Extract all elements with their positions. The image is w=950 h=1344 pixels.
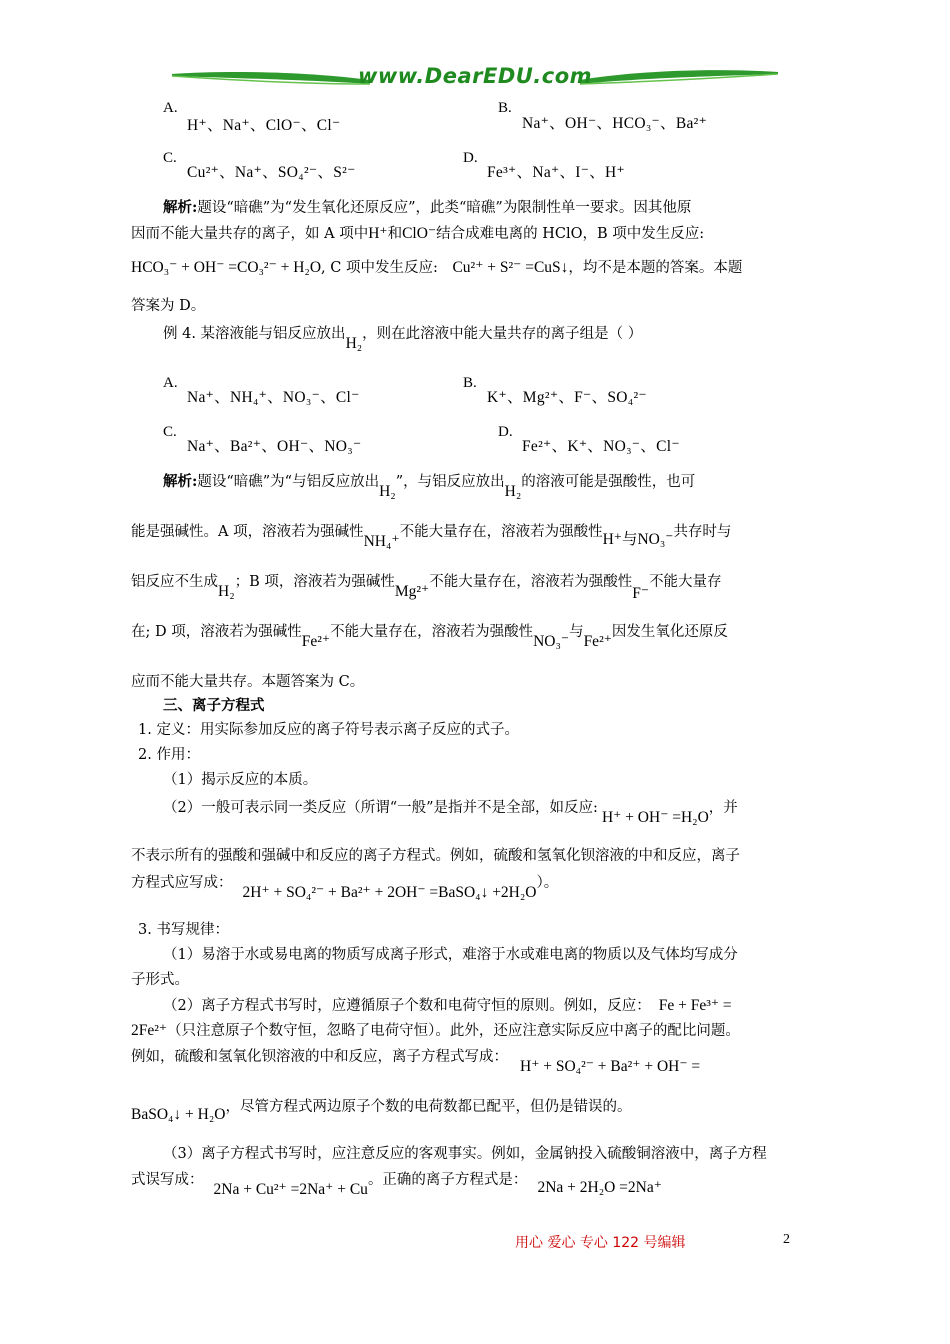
analysis-text: 题设“暗礁”为“发生氧化还原反应”，此类“暗礁”为限制性单一要求。因其他原 — [197, 200, 692, 216]
rule-line — [131, 1021, 821, 1041]
site-header — [170, 62, 780, 94]
usage-line — [163, 798, 853, 826]
formula: H⁺ — [368, 225, 388, 242]
rule-line — [131, 970, 821, 990]
usage-text: （2）一般可表示同一类反应（所谓“一般”是指并不是全部，如反应: — [163, 800, 598, 816]
formula: 2H⁺ + SO₄²⁻ + Ba²⁺ + 2OH⁻ =BaSO₄↓ +2H₂O — [242, 884, 537, 901]
analysis-text: ；B 项，溶液若为强碱性 — [234, 574, 395, 590]
analysis-text: 应而不能大量共存。本题答案为 C。 — [131, 674, 365, 690]
rule-text: 例如，硫酸和氢氧化钡溶液的中和反应，离子方程式写成： — [131, 1049, 508, 1065]
option-a-formula — [187, 385, 360, 407]
option-c — [163, 424, 177, 441]
definition-line — [138, 720, 828, 740]
option-b — [498, 100, 512, 117]
analysis-text: 因发生氧化还原反 — [611, 624, 728, 640]
usage-text: 不表示所有的强酸和强碱中和反应的离子方程式。例如，硫酸和氢氧化钡溶液的中和反应，离子 — [131, 848, 740, 864]
rules-heading — [138, 920, 828, 940]
analysis-line — [163, 198, 853, 218]
analysis-text: ”，与铝反应放出 — [395, 474, 505, 490]
formula: NH₄⁺ — [363, 533, 400, 550]
formula: 2Na + 2H₂O =2Na⁺ — [537, 1179, 662, 1196]
formula: Fe²⁺ — [583, 633, 612, 650]
analysis-label: 解析: — [163, 199, 198, 216]
rule-text: 子形式。 — [131, 972, 189, 988]
option-formula: K⁺、Mg²⁺、F⁻、SO₄²⁻ — [487, 389, 647, 406]
analysis-text: 不能大量存在，溶液若为强酸性 — [399, 524, 603, 540]
option-d-formula — [487, 160, 625, 182]
analysis-text: 与 — [569, 624, 584, 640]
section-heading: 三、离子方程式 — [163, 697, 265, 714]
formula: NO₃⁻ — [533, 633, 570, 650]
option-formula: Na⁺、Ba²⁺、OH⁻、NO₃⁻ — [187, 438, 362, 455]
option-label: C. — [163, 424, 177, 440]
site-logo-text[interactable]: www.DearEDU.com — [357, 64, 593, 88]
question-text: ，则在此溶液中能大量共存的离子组是（ ） — [362, 326, 643, 342]
formula: 2Fe²⁺ — [131, 1022, 168, 1039]
formula: Mg²⁺ — [394, 583, 430, 600]
rule-line — [163, 945, 853, 965]
option-label: B. — [463, 375, 477, 391]
analysis-text: 能是强碱性。A 项，溶液若为强碱性 — [131, 524, 364, 540]
rule-line — [131, 1170, 821, 1198]
option-label: D. — [498, 424, 513, 440]
definition-text: 1. 定义：用实际参加反应的离子符号表示离子反应的式子。 — [138, 722, 519, 738]
rule-text: 。正确的离子方程式是： — [367, 1172, 528, 1188]
analysis-text: 不能大量存在，溶液若为强酸性 — [429, 574, 633, 590]
usage-heading — [138, 745, 828, 765]
analysis-line — [131, 622, 821, 650]
usage-line — [131, 846, 821, 866]
section-title — [163, 696, 853, 716]
formula: Fe²⁺ — [301, 633, 331, 650]
formula: 2Na + Cu²⁺ =2Na⁺ + Cu — [213, 1181, 368, 1198]
rule-text: （1）易溶于水或易电离的物质写成离子形式，难溶于水或难电离的物质以及气体均写成分 — [163, 947, 738, 963]
rules-text: 3. 书写规律： — [138, 922, 229, 938]
analysis-text: 共存时与 — [673, 524, 732, 540]
page-number: 2 — [783, 1232, 790, 1247]
option-label: D. — [463, 150, 478, 166]
option-formula: H⁺、Na⁺、ClO⁻、Cl⁻ — [187, 117, 341, 134]
usage-text: ）。 — [536, 875, 559, 891]
option-b — [463, 375, 477, 392]
analysis-text: 在; D 项，溶液若为强碱性 — [131, 624, 302, 640]
analysis-text: 铝反应不生成 — [131, 574, 218, 590]
analysis-line — [163, 472, 853, 500]
option-formula: Fe²⁺、K⁺、NO₃⁻、Cl⁻ — [522, 438, 680, 455]
analysis-text: 不能大量存 — [649, 574, 722, 590]
formula: ClO⁻ — [402, 225, 437, 242]
analysis-text: 题设“暗礁”为“与铝反应放出 — [197, 474, 380, 490]
option-c-formula — [187, 434, 361, 456]
option-a — [163, 100, 178, 117]
rule-text: （只注意原子个数守恒，忽略了电荷守恒）。此外，还应注意实际反应中离子的配比问题。 — [167, 1023, 740, 1039]
rule-text: （2）离子方程式书写时，应遵循原子个数和电荷守恒的原则。例如，反应： — [163, 998, 651, 1014]
option-d — [498, 424, 513, 441]
option-a — [163, 375, 178, 392]
option-c — [163, 150, 177, 167]
usage-line — [131, 873, 821, 901]
formula: H₂ — [218, 583, 235, 600]
analysis-text: 和 — [387, 226, 403, 242]
analysis-line — [131, 258, 821, 278]
option-formula: Cu²⁺、Na⁺、SO₄²⁻、S²⁻ — [187, 164, 356, 181]
formula: H₂ — [504, 483, 522, 500]
question-text: 例 4. 某溶液能与铝反应放出 — [163, 326, 346, 342]
option-label: B. — [498, 100, 512, 116]
analysis-label: 解析: — [163, 473, 198, 490]
option-d — [463, 150, 478, 167]
option-label: A. — [163, 375, 178, 391]
option-b-formula — [522, 111, 707, 133]
option-b-formula — [487, 385, 647, 407]
usage-line — [163, 770, 853, 790]
analysis-text: ，均不是本题的答案。本题 — [568, 260, 743, 276]
formula: H₂ — [379, 483, 396, 500]
option-a-formula — [187, 113, 340, 135]
analysis-text: 结合成难电离的 HClO，B 项中发生反应: — [436, 226, 705, 242]
formula: H⁺ + SO₄²⁻ + Ba²⁺ + OH⁻ = — [520, 1058, 701, 1075]
analysis-text: 的溶液可能是强酸性，也可 — [521, 474, 696, 490]
rule-text: （3）离子方程式书写时，应注意反应的客观事实。例如，金属钠投入硫酸铜溶液中，离子方程 — [163, 1146, 767, 1162]
example-question — [163, 324, 853, 352]
rule-text: 式误写成： — [131, 1172, 204, 1188]
rule-line — [131, 1047, 821, 1075]
usage-text: （1）揭示反应的本质。 — [163, 772, 318, 788]
option-label: C. — [163, 150, 177, 166]
option-formula: Na⁺、OH⁻、HCO₃⁻、Ba²⁺ — [522, 115, 708, 132]
analysis-line — [131, 296, 821, 316]
analysis-line — [131, 224, 821, 244]
analysis-text: , C 项中发生反应: — [321, 260, 438, 276]
formula: BaSO₄↓ + H₂O — [131, 1106, 226, 1123]
formula: H⁺与NO₃⁻ — [602, 531, 674, 548]
formula: F⁻ — [632, 585, 650, 602]
rule-line — [131, 1097, 821, 1123]
rule-line — [163, 1144, 853, 1164]
option-formula: Na⁺、NH₄⁺、NO₃⁻、Cl⁻ — [187, 389, 360, 406]
usage-text: 方程式应写成： — [131, 875, 233, 891]
rule-text: ，尽管方程式两边原子个数的电荷数都已配平，但仍是错误的。 — [225, 1099, 632, 1115]
usage-text: ，并 — [708, 800, 738, 816]
usage-text: 2. 作用： — [138, 747, 200, 763]
option-formula: Fe³⁺、Na⁺、I⁻、H⁺ — [487, 164, 626, 181]
rule-line — [163, 996, 853, 1016]
formula: Cu²⁺ + S²⁻ =CuS↓ — [452, 259, 569, 276]
footer-credit: 用心 爱心 专心 122 号编辑 — [515, 1235, 686, 1251]
option-d-formula — [522, 434, 680, 456]
option-label: A. — [163, 100, 178, 116]
formula: HCO₃⁻ + OH⁻ =CO₃²⁻ + H₂O — [131, 259, 322, 276]
analysis-text: 答案为 D。 — [131, 298, 206, 314]
formula: H₂ — [345, 335, 363, 352]
analysis-line — [131, 572, 821, 602]
analysis-line — [131, 522, 821, 550]
formula: Fe + Fe³⁺ = — [658, 997, 732, 1014]
option-c-formula — [187, 160, 356, 182]
analysis-text: 因而不能大量共存的离子，如 A 项中 — [131, 226, 369, 242]
analysis-line — [131, 672, 821, 692]
analysis-text: 不能大量存在，溶液若为强酸性 — [330, 624, 534, 640]
formula: H⁺ + OH⁻ =H₂O — [601, 809, 709, 826]
